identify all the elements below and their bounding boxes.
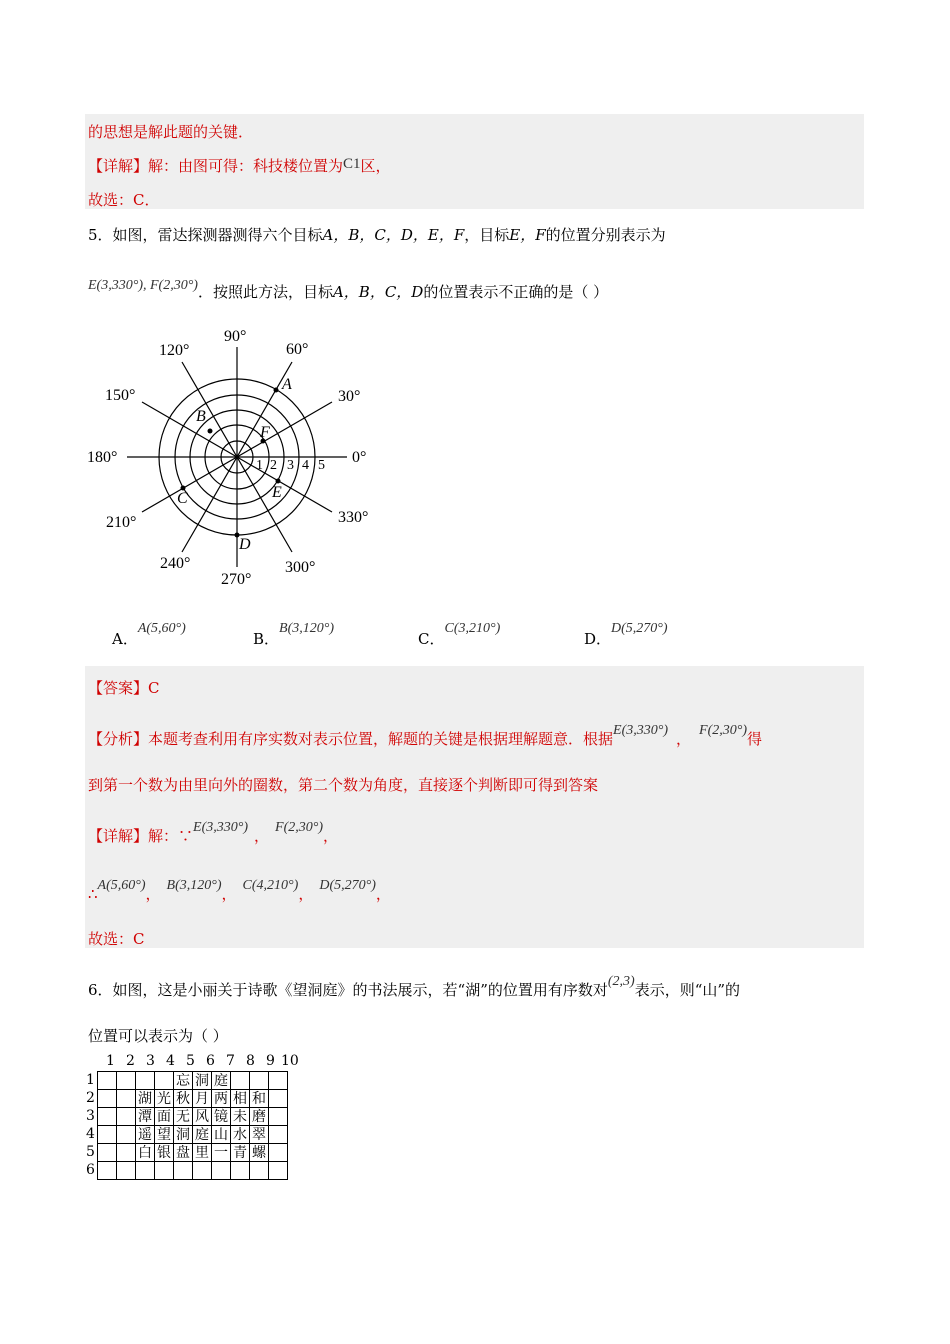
answer-tag: 【答案】 — [88, 679, 149, 697]
q5-targets: A，B，C，D，E，F — [322, 226, 465, 244]
detail-result: A(5,60°) — [97, 878, 146, 893]
option-letter: D． — [584, 630, 612, 648]
angle-label: 330° — [338, 509, 369, 526]
poem-cell: 翠 — [250, 1126, 269, 1144]
poem-row — [98, 1162, 288, 1180]
q6-stem-line2: 位置可以表示为（ ） — [88, 1027, 228, 1045]
row-label: 5 — [86, 1144, 95, 1160]
q5-stem-d: ．按照此方法，目标 — [197, 283, 333, 301]
angle-label: 60° — [286, 341, 309, 358]
poem-cell: 面 — [155, 1108, 174, 1126]
q6-stem-a: 6．如图，这是小丽关于诗歌《望洞庭》的书法展示，若“湖”的位置用有序数对 — [88, 981, 608, 999]
poem-cell: 秋 — [174, 1090, 193, 1108]
analysis-text-end: 得 — [747, 730, 763, 748]
poem-cell: 螺 — [250, 1144, 269, 1162]
option-a[interactable] — [112, 618, 186, 649]
row-label: 3 — [86, 1108, 95, 1124]
poem-cell — [98, 1090, 117, 1108]
poem-cell — [117, 1108, 136, 1126]
option-d[interactable] — [584, 618, 668, 649]
row-label: 4 — [86, 1126, 95, 1142]
analysis-sep: ， — [676, 730, 692, 748]
poem-cell — [212, 1162, 231, 1180]
detail-sep: ， — [375, 885, 391, 903]
poem-cell — [269, 1126, 288, 1144]
prev-solution-line1: 的思想是解此题的关键． — [88, 123, 254, 141]
poem-cell: 相 — [231, 1090, 250, 1108]
point-b — [208, 429, 213, 434]
poem-cell: 望 — [155, 1126, 174, 1144]
poem-cell: 庭 — [212, 1072, 231, 1090]
poem-cell — [193, 1162, 212, 1180]
poem-cell: 湖 — [136, 1090, 155, 1108]
therefore-symbol: ∴ — [88, 885, 98, 903]
poem-cell: 里 — [193, 1144, 212, 1162]
q5-given-math: E(3,330°), F(2,30°) — [88, 278, 198, 293]
prev-choice: 故选：C． — [88, 191, 160, 209]
analysis-line1 — [88, 723, 856, 749]
poem-row — [98, 1072, 288, 1090]
col-header: 7 — [226, 1053, 235, 1069]
row-label: 6 — [86, 1162, 95, 1178]
poem-cell — [269, 1090, 288, 1108]
poem-row — [98, 1126, 288, 1144]
q5-stem-e: 的位置表示不正确的是（ ） — [423, 283, 609, 301]
col-header: 9 — [266, 1053, 275, 1069]
ring-label: 3 — [287, 458, 294, 473]
detail-result: C(4,210°) — [242, 878, 299, 893]
ring-label: 1 — [256, 458, 263, 473]
option-math: B(3,120°) — [279, 621, 335, 636]
q5-stem-a: 5．如图，雷达探测器测得六个目标 — [88, 226, 323, 244]
detail-line1 — [88, 820, 338, 846]
poem-cell — [231, 1072, 250, 1090]
poem-cell — [155, 1072, 174, 1090]
analysis-math: F(2,30°) — [699, 723, 748, 738]
radar-diagram — [80, 320, 400, 595]
detail-math: C1 — [343, 156, 361, 172]
angle-label: 210° — [106, 514, 137, 531]
option-math: A(5,60°) — [137, 621, 186, 636]
poem-cell — [174, 1162, 193, 1180]
col-header: 3 — [146, 1053, 155, 1069]
detail-text: 解：由图可得：科技楼位置为 — [148, 157, 344, 175]
detail-tag: 【详解】 — [88, 157, 149, 175]
col-header: 6 — [206, 1053, 215, 1069]
option-letter: A． — [112, 630, 138, 648]
point-a — [274, 388, 279, 393]
angle-label: 300° — [285, 559, 316, 576]
poem-cell: 未 — [231, 1108, 250, 1126]
q6-math: (2,3) — [607, 974, 635, 989]
detail-text: 解：∵ — [148, 827, 194, 845]
poem-cell — [117, 1144, 136, 1162]
option-math: D(5,270°) — [611, 621, 668, 636]
poem-cell: 洞 — [174, 1126, 193, 1144]
poem-cell — [136, 1072, 155, 1090]
angle-labels — [87, 328, 368, 588]
poem-cell — [98, 1108, 117, 1126]
poem-row — [98, 1144, 288, 1162]
analysis-text: 本题考查利用有序实数对表示位置，解题的关键是根据理解题意．根据 — [148, 730, 614, 748]
poem-cell — [117, 1126, 136, 1144]
poem-cell — [98, 1144, 117, 1162]
poem-cell: 洞 — [193, 1072, 212, 1090]
detail-sep: ， — [221, 885, 237, 903]
ring-label: 2 — [270, 458, 277, 473]
point-label: B — [196, 408, 206, 425]
poem-cell: 山 — [212, 1126, 231, 1144]
poem-cell: 和 — [250, 1090, 269, 1108]
detail-line2 — [88, 878, 391, 904]
poem-cell: 水 — [231, 1126, 250, 1144]
poem-cell — [269, 1108, 288, 1126]
prev-detail-line — [88, 155, 391, 176]
detail-result: B(3,120°) — [166, 878, 222, 893]
detail-sep: ， — [323, 827, 339, 845]
option-letter: C． — [418, 630, 445, 648]
q6-stem-line1 — [88, 974, 740, 1000]
q5-stem-b: ，目标 — [464, 226, 510, 244]
detail-sep: ， — [145, 885, 161, 903]
poem-cell: 白 — [136, 1144, 155, 1162]
poem-cell — [155, 1162, 174, 1180]
solution-block — [85, 666, 864, 948]
detail-math: E(3,330°) — [193, 820, 249, 835]
analysis-math: E(3,330°) — [613, 723, 669, 738]
q5-targets-abcd: A，B，C，D — [332, 283, 424, 301]
poem-cell — [136, 1162, 155, 1180]
ring-label: 5 — [318, 458, 325, 473]
option-math: C(3,210°) — [444, 621, 501, 636]
poem-cell — [250, 1072, 269, 1090]
option-b[interactable] — [253, 618, 334, 649]
q5-stem-line1 — [88, 224, 666, 245]
ring-label: 4 — [302, 458, 309, 473]
detail-tag: 【详解】 — [88, 827, 149, 845]
col-header: 4 — [166, 1053, 175, 1069]
poem-cell: 盘 — [174, 1144, 193, 1162]
analysis-tag: 【分析】 — [88, 730, 149, 748]
analysis-line2: 到第一个数为由里向外的圈数，第二个数为角度，直接逐个判断即可得到答案 — [88, 776, 599, 794]
poem-cell: 青 — [231, 1144, 250, 1162]
poem-row — [98, 1108, 288, 1126]
poem-cell — [98, 1126, 117, 1144]
detail-text-end: 区， — [360, 157, 391, 175]
poem-cell — [117, 1072, 136, 1090]
poem-cell — [269, 1072, 288, 1090]
detail-sep: ， — [298, 885, 314, 903]
point-label: C — [177, 490, 188, 507]
poem-cell: 风 — [193, 1108, 212, 1126]
poem-cell — [117, 1162, 136, 1180]
poem-cell: 遥 — [136, 1126, 155, 1144]
detail-math: F(2,30°) — [275, 820, 324, 835]
detail-result: D(5,270°) — [319, 878, 376, 893]
q6-stem-b: 表示，则“山”的 — [634, 981, 741, 999]
point-label: F — [260, 424, 270, 441]
poem-cell — [117, 1090, 136, 1108]
angle-label: 240° — [160, 555, 191, 572]
angle-label: 90° — [224, 328, 247, 345]
angle-label: 30° — [338, 388, 361, 405]
poem-cell: 无 — [174, 1108, 193, 1126]
poem-grid — [97, 1071, 288, 1180]
angle-label: 180° — [87, 449, 118, 466]
col-header: 10 — [281, 1053, 299, 1069]
poem-cell: 银 — [155, 1144, 174, 1162]
option-c[interactable] — [418, 618, 500, 649]
angle-label: 270° — [221, 571, 252, 588]
col-header: 5 — [186, 1053, 195, 1069]
point-label: D — [239, 536, 251, 553]
point-label: E — [272, 484, 282, 501]
poem-cell: 光 — [155, 1090, 174, 1108]
answer-value: C — [148, 679, 160, 697]
option-letter: B． — [253, 630, 280, 648]
q5-stem-line2 — [88, 278, 608, 302]
poem-cell: 月 — [193, 1090, 212, 1108]
detail-sep: ， — [254, 827, 270, 845]
poem-cell: 两 — [212, 1090, 231, 1108]
col-header: 2 — [126, 1053, 135, 1069]
point-label: A — [282, 376, 292, 393]
poem-cell — [231, 1162, 250, 1180]
point-e — [276, 479, 281, 484]
angle-label: 120° — [159, 342, 190, 359]
poem-cell — [269, 1162, 288, 1180]
angle-label: 150° — [105, 387, 136, 404]
poem-cell — [98, 1072, 117, 1090]
poem-row — [98, 1090, 288, 1108]
final-choice: 故选：C — [88, 930, 145, 948]
poem-cell: 镜 — [212, 1108, 231, 1126]
row-label: 1 — [86, 1072, 95, 1088]
poem-cell: 忘 — [174, 1072, 193, 1090]
q5-stem-c: 的位置分别表示为 — [545, 226, 666, 244]
poem-cell: 一 — [212, 1144, 231, 1162]
angle-label: 0° — [352, 449, 367, 466]
row-label: 2 — [86, 1090, 95, 1106]
q5-targets-ef: E，F — [509, 226, 546, 244]
poem-cell: 磨 — [250, 1108, 269, 1126]
poem-cell — [250, 1162, 269, 1180]
poem-cell: 庭 — [193, 1126, 212, 1144]
poem-cell: 潭 — [136, 1108, 155, 1126]
answer-line — [88, 677, 160, 698]
col-header: 1 — [106, 1053, 115, 1069]
poem-cell — [269, 1144, 288, 1162]
col-header: 8 — [246, 1053, 255, 1069]
poem-cell — [98, 1162, 117, 1180]
